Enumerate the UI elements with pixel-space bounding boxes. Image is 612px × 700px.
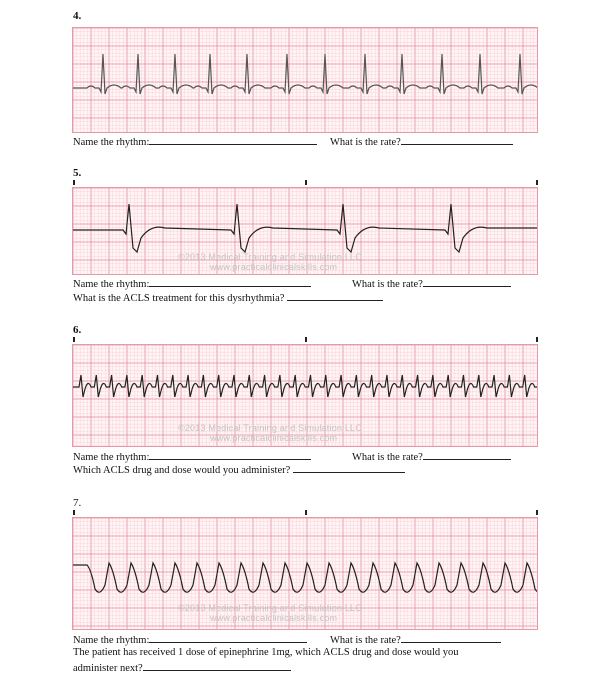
q5-treatment-row: [73, 291, 383, 304]
q6-rhythm-row: [73, 450, 311, 463]
time-marker: [73, 337, 75, 342]
watermark-line-2: www.practicalclinicalskills.com: [210, 262, 338, 272]
q7-rate-row: [330, 633, 501, 646]
q7-rhythm-row: [73, 633, 307, 646]
q4-rhythm-label: Name the rhythm:: [73, 137, 150, 148]
q6-rate-label: What is the rate?: [352, 452, 423, 463]
watermark-line-2: www.practicalclinicalskills.com: [210, 433, 338, 443]
q5-rhythm-blank[interactable]: [149, 277, 311, 287]
watermark-line-1: ©2013 Medical Training and Simulation LLC: [178, 252, 362, 262]
q6-drug-row: [73, 463, 405, 476]
question-4-number: 4.: [73, 10, 82, 22]
q6-rate-row: [352, 450, 511, 463]
time-marker: [305, 337, 307, 342]
q6-drug-label: Which ACLS drug and dose would you administer?: [73, 465, 291, 476]
q7-drug-line-1: The patient has received 1 dose of epinephrine 1mg, which ACLS drug and dose would you: [73, 647, 459, 658]
q4-rate-label: What is the rate?: [330, 137, 401, 148]
q5-rate-row: [352, 277, 511, 290]
time-marker: [305, 510, 307, 515]
q5-rhythm-label: Name the rhythm:: [73, 279, 150, 290]
q7-rate-label: What is the rate?: [330, 635, 401, 646]
q4-rhythm-row: [73, 135, 317, 148]
q5-rate-blank[interactable]: [423, 277, 511, 287]
q7-drug-blank[interactable]: [143, 661, 291, 671]
question-7-number: 7.: [73, 497, 82, 509]
q4-rate-blank[interactable]: [401, 135, 513, 145]
watermark-line-2: www.practicalclinicalskills.com: [210, 613, 338, 623]
q4-rhythm-blank[interactable]: [149, 135, 317, 145]
watermark-line-1: ©2013 Medical Training and Simulation LLC: [178, 603, 362, 613]
time-marker: [536, 180, 538, 185]
q7-rhythm-label: Name the rhythm:: [73, 635, 150, 646]
time-marker: [73, 180, 75, 185]
q5-treatment-blank[interactable]: [287, 291, 383, 301]
q6-rate-blank[interactable]: [423, 450, 511, 460]
q5-rate-label: What is the rate?: [352, 279, 423, 290]
q7-rate-blank[interactable]: [401, 633, 501, 643]
time-marker: [73, 510, 75, 515]
q5-treatment-label: What is the ACLS treatment for this dysrhythmia?: [73, 293, 285, 304]
question-5-number: 5.: [73, 167, 82, 179]
q7-drug-label: administer next?: [73, 663, 143, 674]
q4-rate-row: [330, 135, 513, 148]
time-marker: [305, 180, 307, 185]
ecg-trace-svg: [73, 28, 537, 132]
q5-rhythm-row: [73, 277, 311, 290]
time-marker: [536, 510, 538, 515]
question-6-number: 6.: [73, 324, 82, 336]
q7-drug-row: [73, 661, 291, 674]
q6-drug-blank[interactable]: [293, 463, 405, 473]
ecg-strip-question-4: [72, 27, 538, 133]
q7-rhythm-blank[interactable]: [149, 633, 307, 643]
q6-rhythm-blank[interactable]: [149, 450, 311, 460]
watermark-line-1: ©2013 Medical Training and Simulation LLC: [178, 423, 362, 433]
time-marker: [536, 337, 538, 342]
q6-rhythm-label: Name the rhythm:: [73, 452, 150, 463]
